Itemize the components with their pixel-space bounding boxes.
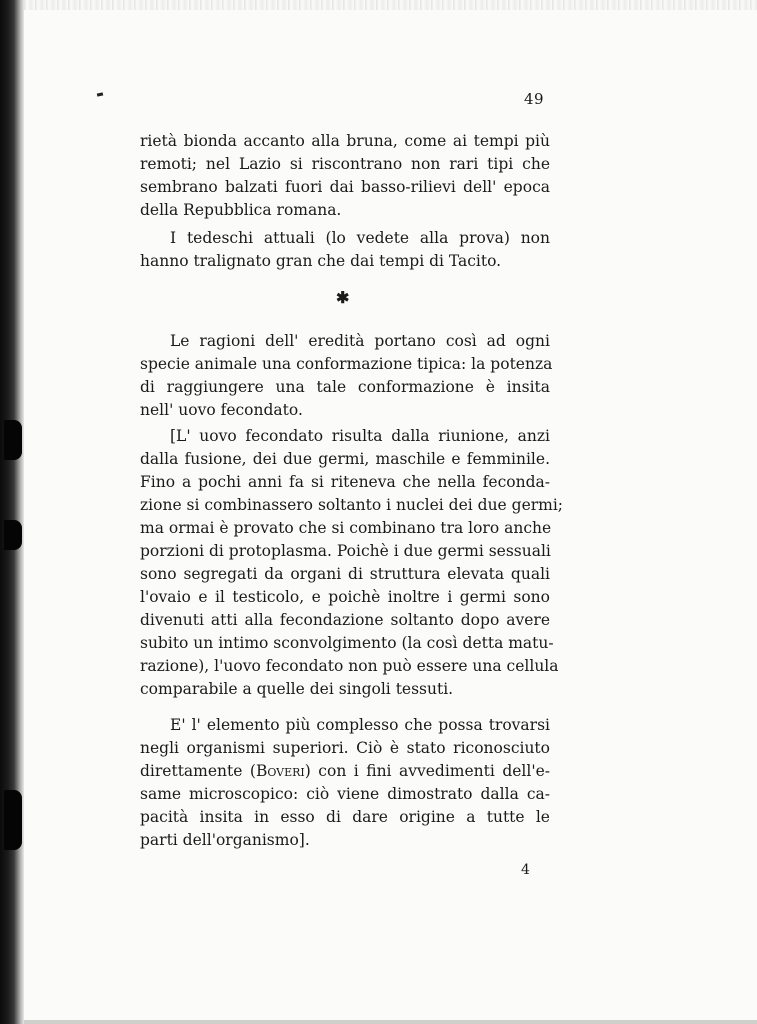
- text-line: Fino a pochi anni fa si riteneva che nella feconda-: [140, 473, 550, 491]
- text-line: sembrano balzati fuori dai basso-rilievi dell' epoca: [140, 178, 550, 196]
- text-line: parti dell'organismo].: [140, 831, 310, 849]
- text-line: divenuti atti alla fecondazione soltanto dopo avere: [140, 611, 550, 629]
- author-name-boveri: Boveri: [255, 762, 305, 780]
- text-line: dalla fusione, dei due germi, maschile e femminile.: [140, 450, 550, 468]
- text-line: l'ovaio e il testicolo, e poichè inoltre i germi sono: [140, 588, 550, 606]
- text-line: nell' uovo fecondato.: [140, 401, 303, 419]
- signature-mark: 4: [521, 862, 530, 878]
- bottom-edge: [24, 1020, 757, 1024]
- page-number: 49: [524, 90, 545, 108]
- text-line: porzioni di protoplasma. Poichè i due germi sessuali: [140, 542, 551, 560]
- binding-shadow: [4, 520, 22, 550]
- text-line: sono segregati da organi di struttura elevata quali: [140, 565, 550, 583]
- top-edge-speckle: [24, 0, 757, 10]
- paragraph-tedeschi: [140, 227, 550, 273]
- text-line: [L' uovo fecondato risulta dalla riunione, anzi: [170, 427, 550, 445]
- paragraph-continuation: [140, 130, 550, 222]
- paragraph-eredita: [140, 330, 553, 422]
- text-line: pacità insita in esso di dare origine a tutte le: [140, 808, 550, 826]
- text-line: subito un intimo sconvolgimento (la così detta matu-: [140, 634, 554, 652]
- text-line: di raggiungere una tale conformazione è insita: [140, 378, 550, 396]
- text-line: specie animale una conformazione tipica: la potenza: [140, 355, 553, 373]
- text-line: I tedeschi attuali (lo vedete alla prova) non: [170, 229, 550, 247]
- text-line: zione si combinassero soltanto i nuclei dei due germi;: [140, 496, 564, 514]
- text-line: same microscopico: ciò viene dimostrato dalla ca-: [140, 785, 550, 803]
- text-line: ma ormai è provato che si combinano tra loro anche: [140, 519, 552, 537]
- binding-shadow: [4, 420, 22, 460]
- binding-edge: [0, 0, 24, 1024]
- text-line: hanno tralignato gran che dai tempi di Tacito.: [140, 252, 502, 270]
- text-fragment: ) con i fini avvedimenti dell'e-: [304, 762, 550, 780]
- text-line: negli organismi superiori. Ciò è stato riconosciuto: [140, 739, 550, 757]
- text-fragment: direttamente (: [140, 762, 256, 780]
- paragraph-elemento-complesso: [140, 714, 550, 852]
- text-line: remoti; nel Lazio si riscontrano non rari tipi che: [140, 155, 550, 173]
- text-line: E' l' elemento più complesso che possa trovarsi: [170, 716, 550, 734]
- text-line: comparabile a quelle dei singoli tessuti.: [140, 680, 454, 698]
- binding-shadow: [4, 790, 22, 850]
- text-line: razione), l'uovo fecondato non può essere una cellula: [140, 657, 559, 675]
- text-line: della Repubblica romana.: [140, 201, 342, 219]
- text-line: [140, 760, 550, 783]
- section-separator-asterisk: ✱: [336, 288, 350, 307]
- paragraph-uovo-fecondato: [140, 425, 564, 701]
- text-line: rietà bionda accanto alla bruna, come ai tempi più: [140, 132, 550, 150]
- ink-speck: [97, 92, 103, 96]
- text-line: Le ragioni dell' eredità portano così ad ogni: [170, 332, 550, 350]
